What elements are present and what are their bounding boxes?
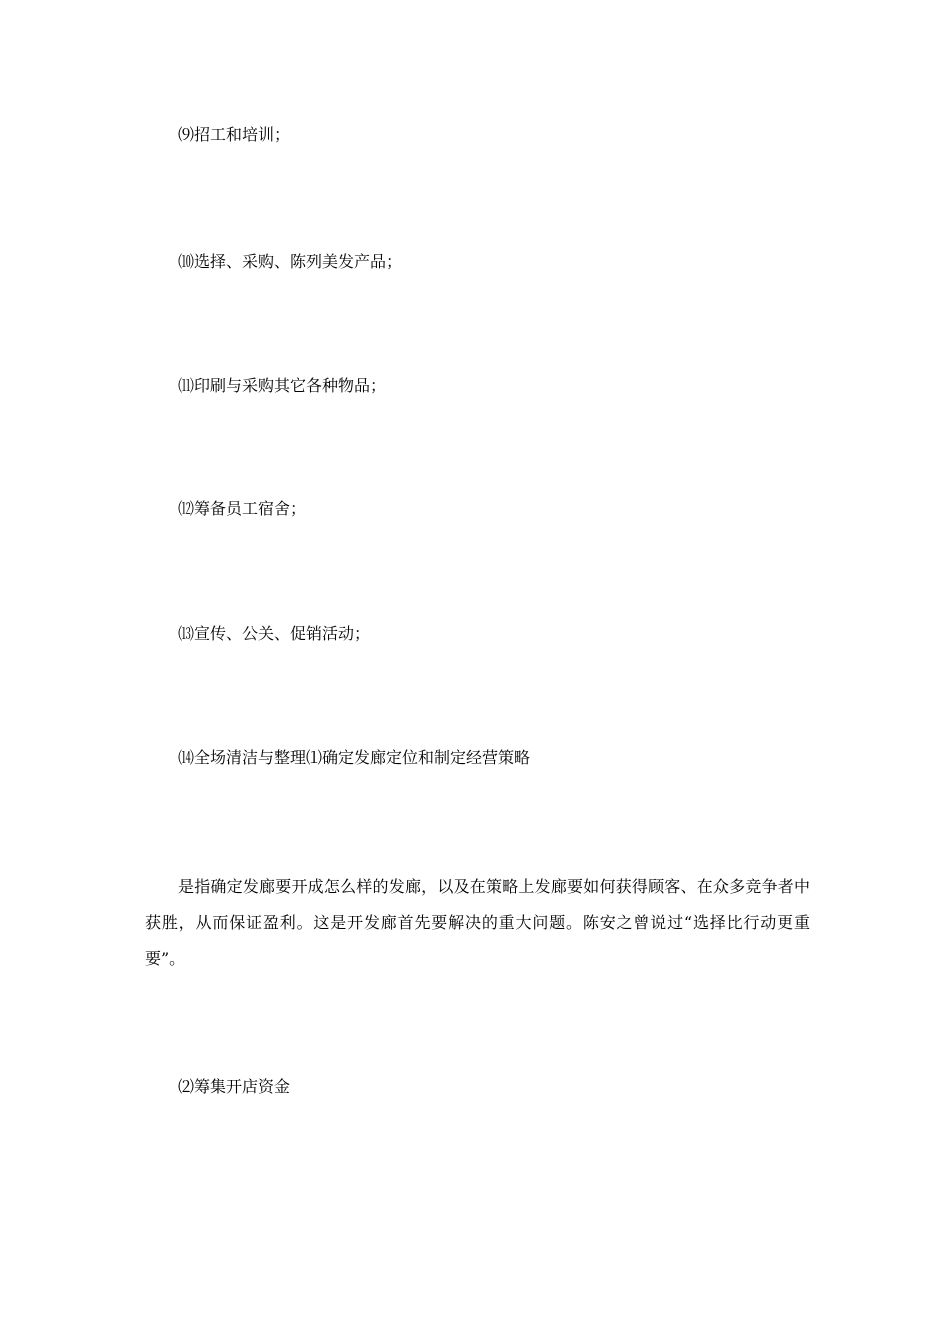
list-item-recruit-training: ⑼招工和培训；: [178, 125, 291, 144]
list-item-promotion: ⒀宣传、公关、促销活动；: [178, 624, 371, 643]
section-heading-funding: ⑵筹集开店资金: [178, 1077, 291, 1096]
list-item-select-products: ⑽选择、采购、陈列美发产品；: [178, 252, 403, 271]
list-item-printing-purchasing: ⑾印刷与采购其它各种物品；: [178, 376, 387, 395]
list-item-staff-dormitory: ⑿筹备员工宿舍；: [178, 499, 307, 518]
body-paragraph: 是指确定发廊要开成怎么样的发廊，以及在策略上发廊要如何获得顾客、在众多竞争者中获胜，从而保证盈利。这是开发廊首先要解决的重大问题。陈安之曾说过“选择比行动更重要”。: [145, 877, 810, 968]
list-item-cleaning-positioning: ⒁全场清洁与整理⑴确定发廊定位和制定经营策略: [178, 748, 531, 767]
